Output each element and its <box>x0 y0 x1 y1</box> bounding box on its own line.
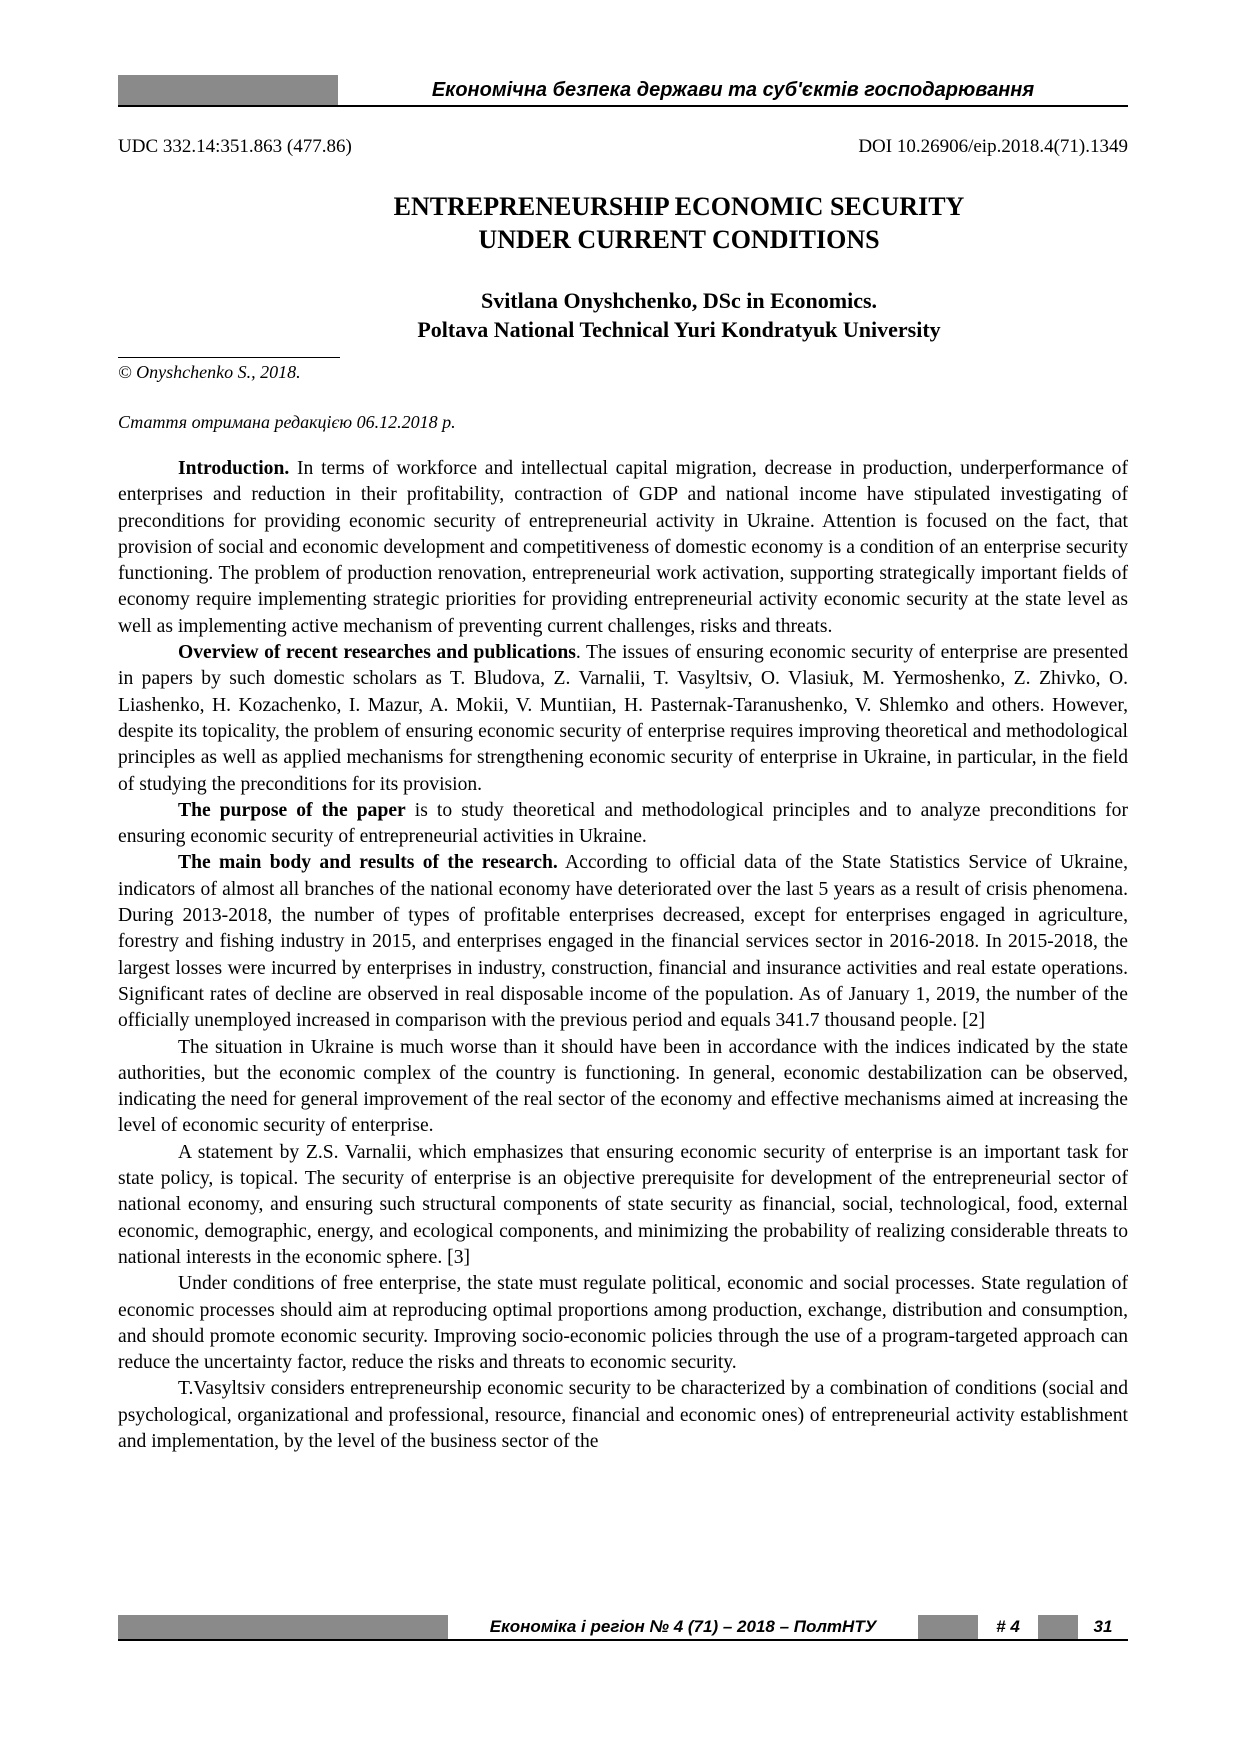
paragraph-situation <box>118 1035 1128 1140</box>
paragraph-heading: Introduction. <box>178 458 290 479</box>
page-number: 31 <box>1093 1617 1113 1636</box>
header-section-title: Економічна безпека держави та суб'єктів господарювання <box>431 79 1035 101</box>
author-name: Svitlana Onyshchenko, DSc in Economics. <box>480 288 878 313</box>
copyright-note: © Onyshchenko S., 2018. <box>118 362 301 382</box>
paragraph-free-enterprise <box>118 1271 1128 1376</box>
article-body <box>118 456 1128 1455</box>
paragraph-text: According to official data of the State Statistics Service of Ukraine, indicators of almost all branches of the national economy have deteriorated over the last 5 years as a result of crisis phenomena. During 2013-2018, the number of types of profitable enterprises decreased, except for enterprises engaged in agriculture, forestry and fishing industry in 2015, and enterprises engaged in the financial services sector in 2016-2018. In 2015-2018, the largest losses were incurred by enterprises in industry, construction, financial and insurance activities and real estate operations. Significant rates of decline are observed in real disposable income of the population. As of January 1, 2019, the number of the officially unemployed increased in comparison with the previous period and equals 341.7 thousand people. [2] <box>118 852 1128 1032</box>
footer-journal-title: Економіка і регіон № 4 (71) – 2018 – ПолтНТУ <box>489 1617 877 1636</box>
doi: DOI 10.26906/eip.2018.4(71).1349 <box>858 136 1128 157</box>
article-title <box>118 190 1240 256</box>
paragraph-text: is to study theoretical and methodological principles and to analyze preconditions for ensuring economic security of entrepreneurial activities in Ukraine. <box>118 799 1128 848</box>
paragraph-text: . The issues of ensuring economic security of enterprise are presented in papers by such domestic scholars as T. Bludova, Z. Varnalii, T. Vasyltsiv, O. Vlasiuk, M. Yermoshenko, Z. Zhivko, O. Liashenko, H. Kozachenko, I. Mazur, A. Mokii, V. Muntiian, H. Pasternak-Taranushenko, V. Shlemko and others. However, despite its topicality, the problem of ensuring economic security of enterprise requires improving theoretical and methodological principles as well as applied mechanisms for strengthening economic security of enterprise in Ukraine, in particular, in the field of studying the preconditions for its provision. <box>118 642 1128 795</box>
running-header <box>118 75 1128 107</box>
udc-code: UDC 332.14:351.863 (477.86) <box>118 136 352 157</box>
paragraph-heading: Overview of recent researches and publications <box>178 642 576 664</box>
paragraph-purpose <box>118 798 1128 851</box>
paragraph-overview <box>118 640 1128 798</box>
title-line-1: ENTREPRENEURSHIP ECONOMIC SECURITY <box>393 192 965 221</box>
header-gray-block <box>118 75 338 105</box>
received-date: Стаття отримана редакцією 06.12.2018 р. <box>118 412 456 432</box>
paragraph-text: The situation in Ukraine is much worse than it should have been in accordance with the indices indicated by the state authorities, but the economic complex of the country is functioning. In general, economic destabilization can be observed, indicating the need for general improvement of the real sector of the economy and effective mechanisms aimed at increasing the level of economic security of enterprise. <box>118 1036 1128 1137</box>
paragraph-text: A statement by Z.S. Varnalii, which emphasizes that ensuring economic security of enterprise is an important task for state policy, is topical. The security of enterprise is an objective prerequisite for development of the entrepreneurial sector of national economy, and ensuring such structural components of state security as financial, social, technological, food, external economic, demographic, energy, and ecological components, and minimizing the probability of realizing considerable threats to national interests in the economic sphere. [3] <box>118 1141 1128 1268</box>
author-affiliation: Poltava National Technical Yuri Kondratyuk University <box>417 317 941 342</box>
footer-gray-block <box>918 1615 978 1639</box>
paragraph-introduction <box>118 456 1128 640</box>
paragraph-varnalii <box>118 1140 1128 1271</box>
paragraph-vasyltsiv <box>118 1376 1128 1455</box>
paragraph-main-body <box>118 850 1128 1034</box>
article-meta <box>118 136 1128 158</box>
paragraph-text: In terms of workforce and intellectual capital migration, decrease in production, underperformance of enterprises and reduction in their profitability, contraction of GDP and national income have stipulated investigating of preconditions for providing economic security of entrepreneurial activity in Ukraine. Attention is focused on the fact, that provision of social and economic development and competitiveness of domestic economy is a condition of an enterprise security functioning. The problem of production renovation, entrepreneurial work activation, supporting strategically important fields of economy require implementing strategic priorities for providing entrepreneurial activity economic security at the state level as well as implementing active mechanism of preventing current challenges, risks and threats. <box>118 458 1128 637</box>
title-line-2: UNDER CURRENT CONDITIONS <box>478 225 880 254</box>
running-footer <box>118 1615 1128 1641</box>
footer-gray-block <box>1038 1615 1078 1639</box>
footer-gray-block <box>118 1615 448 1639</box>
footnote-rule <box>118 357 340 358</box>
author-block <box>118 286 1240 344</box>
paragraph-heading: The purpose of the paper <box>178 799 406 821</box>
paragraph-heading: The main body and results of the research. <box>178 852 558 874</box>
footer-issue-number: # 4 <box>996 1617 1020 1636</box>
paragraph-text: T.Vasyltsiv considers entrepreneurship economic security to be characterized by a combination of conditions (social and psychological, organizational and professional, resource, financial and economic ones) of entrepreneurial activity establishment and implementation, by the level of the business sector of the <box>118 1378 1128 1452</box>
paragraph-text: Under conditions of free enterprise, the state must regulate political, economic and social processes. State regulation of economic processes should aim at reproducing optimal proportions among production, exchange, distribution and consumption, and should promote economic security. Improving socio-economic policies through the use of a program-targeted approach can reduce the uncertainty factor, reduce the risks and threats to economic security. <box>118 1273 1128 1374</box>
